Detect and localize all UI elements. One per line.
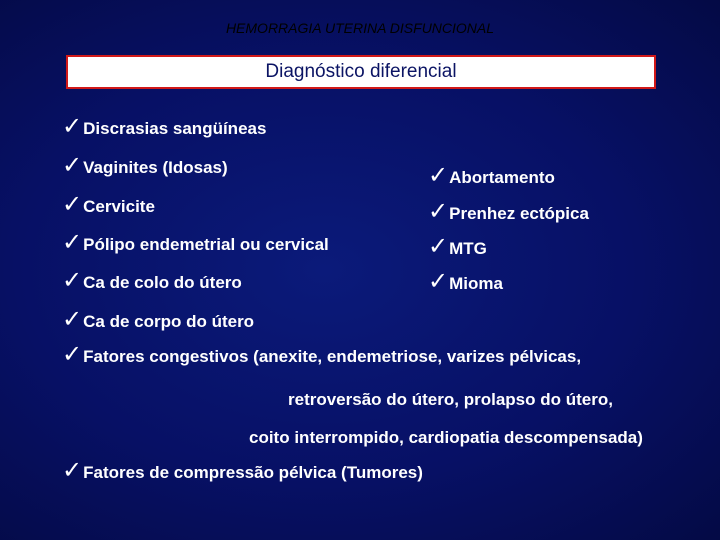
check-mark-icon: ✓ xyxy=(428,197,449,225)
list-item-text: Pólipo endemetrial ou cervical xyxy=(83,235,329,254)
list-item-prenhez xyxy=(428,199,589,224)
check-mark-icon: ✓ xyxy=(62,305,83,333)
list-item-discrasias xyxy=(62,114,266,139)
list-item-abortamento xyxy=(428,163,555,188)
list-item-text: Cervicite xyxy=(83,197,155,216)
list-item-mtg xyxy=(428,234,487,259)
list-item-ca-colo xyxy=(62,268,242,293)
list-item-text: Discrasias sangüíneas xyxy=(83,119,267,138)
list-item-text: Fatores congestivos (anexite, endemetriose, varizes pélvicas, xyxy=(83,347,582,366)
list-item-text: Mioma xyxy=(449,274,503,293)
subtitle-banner xyxy=(66,55,656,89)
check-mark-icon: ✓ xyxy=(428,161,449,189)
check-mark-icon: ✓ xyxy=(62,151,83,179)
check-mark-icon: ✓ xyxy=(62,112,83,140)
list-item-text: Prenhez ectópica xyxy=(449,204,589,223)
list-item-fatores-compressao xyxy=(62,458,423,483)
list-item-ca-corpo xyxy=(62,307,254,332)
list-item-polipo xyxy=(62,230,329,255)
list-item-cervicite xyxy=(62,192,155,217)
check-mark-icon: ✓ xyxy=(62,456,83,484)
list-item-continuation: retroversão do útero, prolapso do útero, xyxy=(288,390,613,409)
list-item-mioma xyxy=(428,269,503,294)
check-mark-icon: ✓ xyxy=(428,232,449,260)
check-mark-icon: ✓ xyxy=(62,340,83,368)
check-mark-icon: ✓ xyxy=(62,266,83,294)
list-item-vaginites xyxy=(62,153,228,178)
list-item-text: Ca de colo do útero xyxy=(83,273,242,292)
check-mark-icon: ✓ xyxy=(62,190,83,218)
list-item-text: Ca de corpo do útero xyxy=(83,312,255,331)
subtitle-text: Diagnóstico diferencial xyxy=(265,61,457,82)
list-item-text: Fatores de compressão pélvica (Tumores) xyxy=(83,463,423,482)
check-mark-icon: ✓ xyxy=(62,228,83,256)
list-item-text: Abortamento xyxy=(449,168,555,187)
check-mark-icon: ✓ xyxy=(428,267,449,295)
list-item-continuation: coito interrompido, cardiopatia descompensada) xyxy=(249,428,643,447)
list-item-text: Vaginites (Idosas) xyxy=(83,158,228,177)
list-item-fatores-congestivos xyxy=(62,342,581,367)
slide-title: HEMORRAGIA UTERINA DISFUNCIONAL xyxy=(225,20,495,36)
list-item-text: MTG xyxy=(449,239,487,258)
